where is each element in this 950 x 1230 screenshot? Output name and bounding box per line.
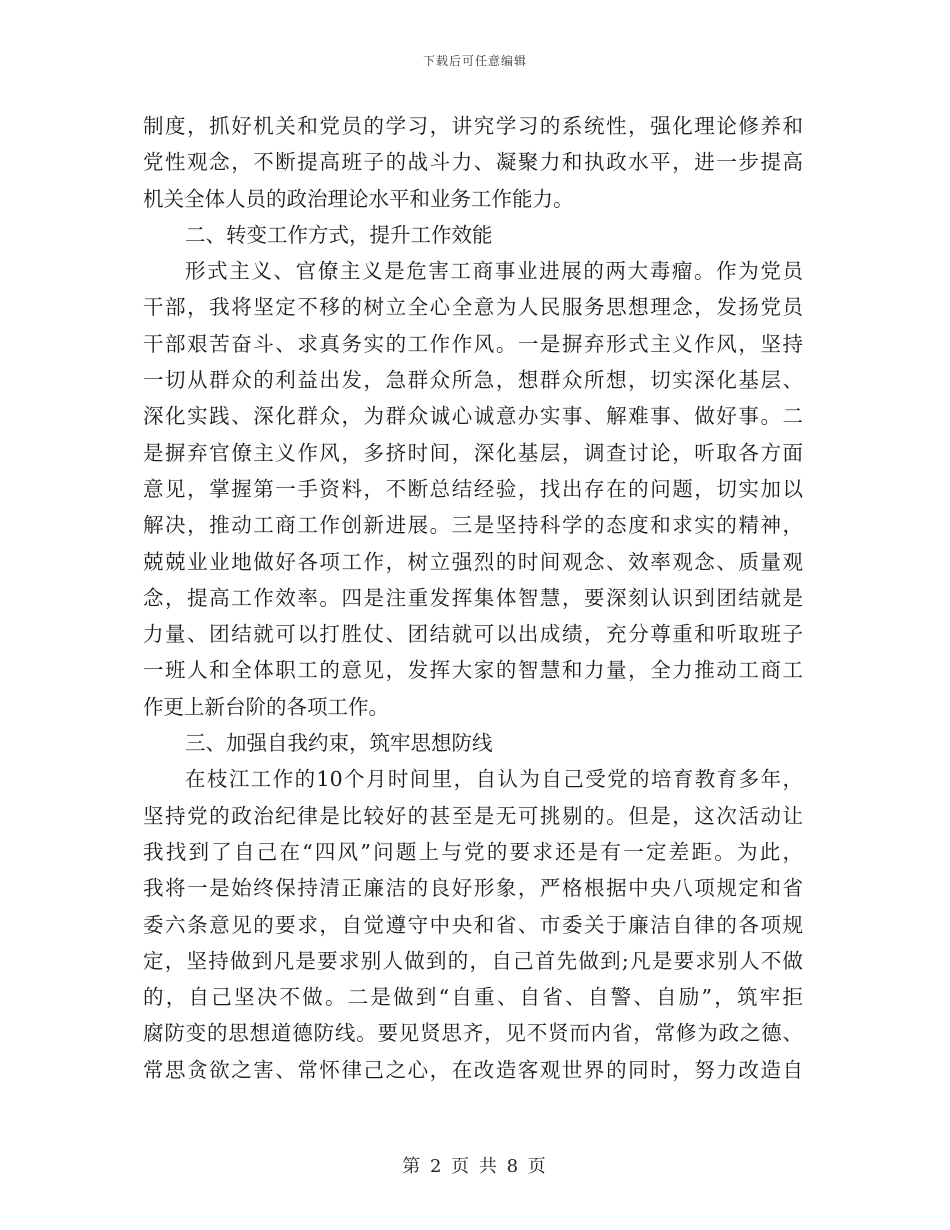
- page-footer: 第 2 页 共 8 页: [402, 1156, 548, 1177]
- body-line: 党性观念，不断提高班子的战斗力、凝聚力和执政水平，进一步提高: [143, 150, 803, 175]
- body-line: 在枝江工作的10个月时间里，自认为自己受党的培育教育多年，: [185, 767, 803, 792]
- body-line: 形式主义、官僚主义是危害工商事业进展的两大毒瘤。作为党员: [185, 259, 803, 284]
- body-line: 兢兢业业地做好各项工作，树立强烈的时间观念、效率观念、质量观: [143, 549, 803, 574]
- body-line: 解决，推动工商工作创新进展。三是坚持科学的态度和求实的精神，: [143, 513, 803, 538]
- body-line: 我找到了自己在“四风”问题上与党的要求还是有一定差距。为此，: [143, 839, 803, 864]
- body-line: 干部，我将坚定不移的树立全心全意为人民服务思想理念，发扬党员: [143, 295, 803, 320]
- body-line: 我将一是始终保持清正廉洁的良好形象，严格根据中央八项规定和省: [143, 876, 803, 901]
- body-line: 坚持党的政治纪律是比较好的甚至是无可挑剔的。但是，这次活动让: [143, 803, 803, 828]
- body-line: 是摒弃官僚主义作风，多挤时间，深化基层，调查讨论，听取各方面: [143, 440, 803, 465]
- body-line: 念，提高工作效率。四是注重发挥集体智慧，要深刻认识到团结就是: [143, 585, 803, 610]
- page-header: 下载后可任意编辑: [422, 54, 527, 68]
- section-heading: 三、加强自我约束，筑牢思想防线: [185, 731, 493, 756]
- document-body: [143, 108, 803, 1088]
- section-heading: 二、转变工作方式，提升工作效能: [185, 222, 493, 247]
- body-line: 一切从群众的利益出发，急群众所急，想群众所想，切实深化基层、: [143, 368, 803, 393]
- body-line: 作更上新台阶的各项工作。: [143, 694, 389, 719]
- body-line: 常思贪欲之害、常怀律己之心，在改造客观世界的同时，努力改造自: [143, 1057, 803, 1082]
- body-line: 意见，掌握第一手资料，不断总结经验，找出存在的问题，切实加以: [143, 476, 803, 501]
- body-line: 机关全体人员的政治理论水平和业务工作能力。: [143, 186, 574, 211]
- body-line: 深化实践、深化群众，为群众诚心诚意办实事、解难事、做好事。二: [143, 404, 803, 429]
- body-line: 委六条意见的要求，自觉遵守中央和省、市委关于廉洁自律的各项规: [143, 912, 803, 937]
- body-line: 干部艰苦奋斗、求真务实的工作作风。一是摒弃形式主义作风，坚持: [143, 331, 803, 356]
- body-line: 腐防变的思想道德防线。要见贤思齐，见不贤而内省，常修为政之德、: [143, 1021, 803, 1046]
- body-line: 制度，抓好机关和党员的学习，讲究学习的系统性，强化理论修养和: [143, 114, 803, 138]
- body-line: 定，坚持做到凡是要求别人做到的，自己首先做到;凡是要求别人不做: [143, 948, 803, 973]
- body-line: 力量、团结就可以打胜仗、团结就可以出成绩，充分尊重和听取班子: [143, 622, 803, 647]
- body-line: 一班人和全体职工的意见，发挥大家的智慧和力量，全力推动工商工: [143, 658, 803, 683]
- body-line: 的，自己坚决不做。二是做到“自重、自省、自警、自励”，筑牢拒: [143, 985, 803, 1010]
